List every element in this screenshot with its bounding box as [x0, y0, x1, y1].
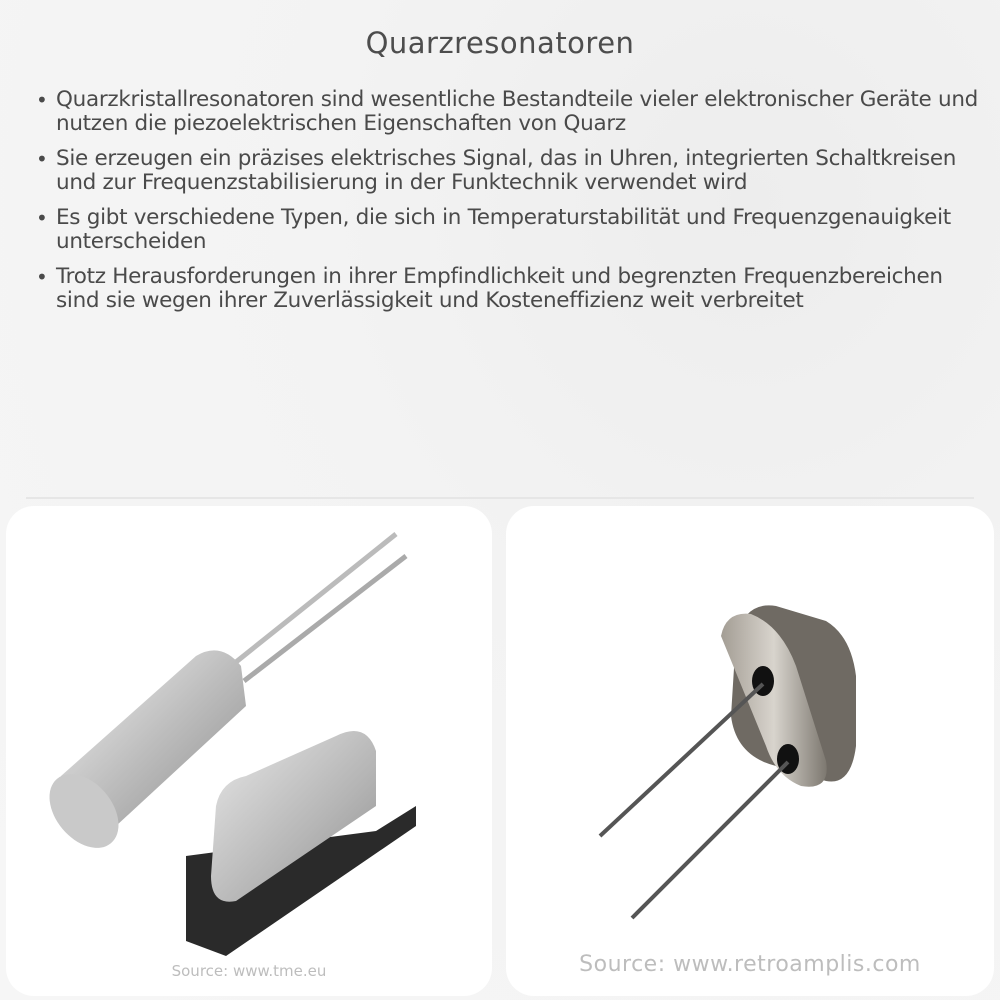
- bullet-text: Sie erzeugen ein präzises elektrisches Signal, das in Uhren, integrierten Schaltkreisen und zur Frequenzstabilisierung in der Funktechnik verwendet wird: [56, 146, 957, 195]
- bullet-text: Trotz Herausforderungen in ihrer Empfindlichkeit und begrenzten Frequenzbereichen sind sie wegen ihrer Zuverlässigkeit und Kosteneffizienz weit verbreitet: [56, 264, 943, 313]
- page-title: Quarzresonatoren: [365, 26, 635, 60]
- image-source-caption: Source: www.retroamplis.com: [579, 952, 921, 977]
- bullet-text: Quarzkristallresonatoren sind wesentliche Bestandteile vieler elektronischer Geräte und nutzen die piezoelektrischen Eigenschaften von Quarz: [56, 87, 978, 136]
- divider: [26, 497, 974, 499]
- image-card-right: [506, 506, 994, 996]
- image-card-left: [6, 506, 492, 996]
- bullet-item: [34, 265, 984, 313]
- bullet-item: [34, 147, 984, 195]
- hc49-crystal-image: [506, 506, 994, 996]
- bullet-item: [34, 206, 984, 254]
- bullet-dot-icon: •: [36, 265, 48, 289]
- bullet-text: Es gibt verschiedene Typen, die sich in Temperaturstabilität und Frequenzgenauigkeit unterscheiden: [56, 205, 951, 254]
- bullet-dot-icon: •: [36, 147, 48, 171]
- bullet-dot-icon: •: [36, 88, 48, 112]
- bullet-item: [34, 88, 984, 136]
- image-source-caption: Source: www.tme.eu: [171, 962, 327, 980]
- bullet-dot-icon: •: [36, 206, 48, 230]
- bullet-list: [34, 88, 984, 324]
- crystal-resonators-image: [6, 506, 492, 996]
